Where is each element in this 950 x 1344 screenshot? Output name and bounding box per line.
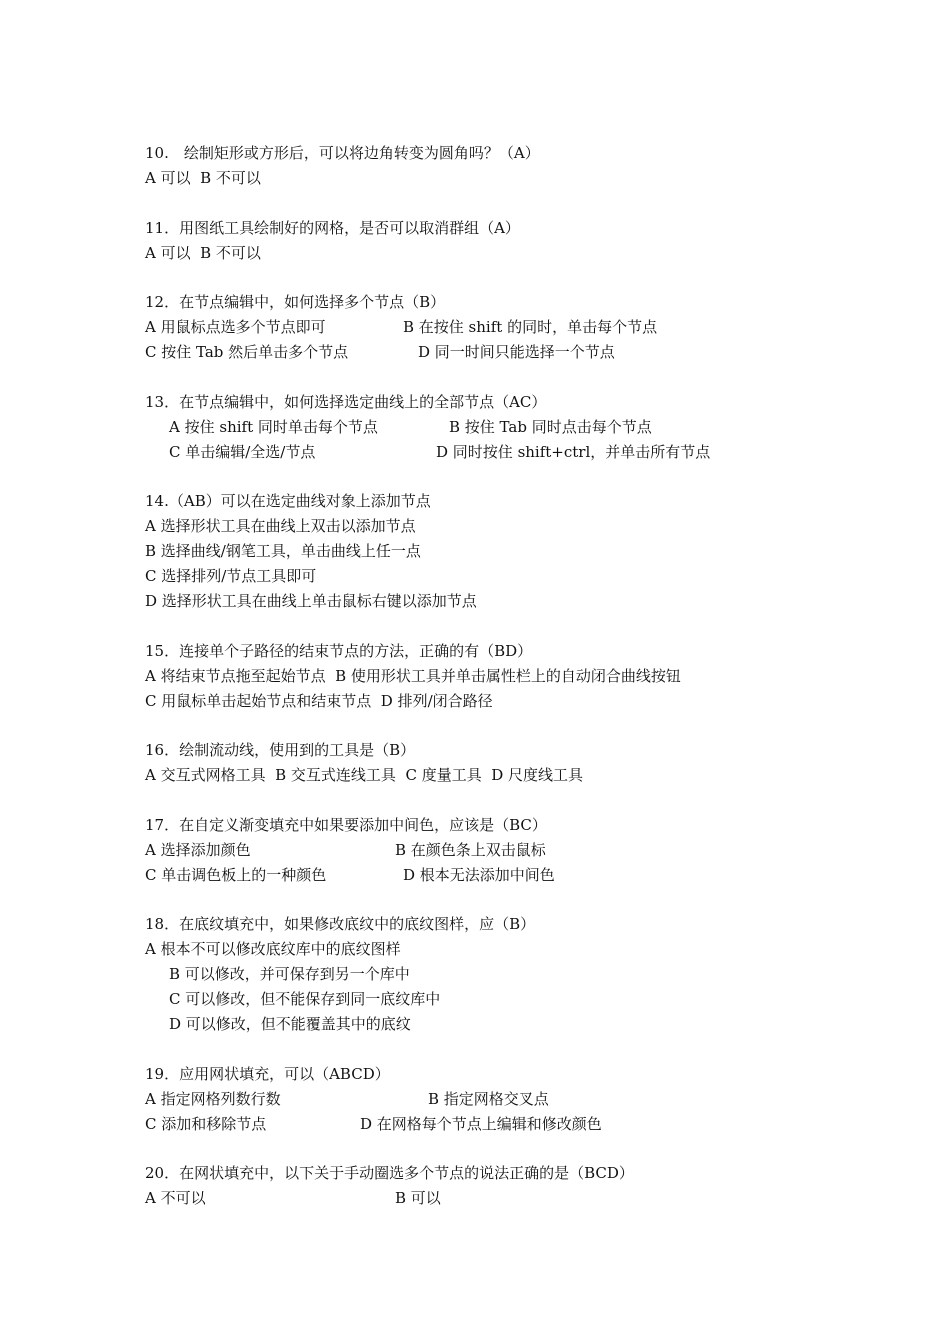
question-17-option-a: A 选择添加颜色 — [145, 841, 251, 859]
question-13-title: 13．在节点编辑中，如何选择选定曲线上的全部节点（AC） — [145, 393, 547, 411]
question-18-option-c: C 可以修改，但不能保存到同一底纹库中 — [169, 990, 441, 1008]
question-12-option-a: A 用鼠标点选多个节点即可 — [145, 318, 326, 336]
question-19-option-d: D 在网格每个节点上编辑和修改颜色 — [360, 1115, 602, 1133]
question-12-option-c: C 按住 Tab 然后单击多个节点 — [145, 343, 349, 361]
question-17-title: 17．在自定义渐变填充中如果要添加中间色，应该是（BC） — [145, 816, 547, 834]
question-12-title: 12．在节点编辑中，如何选择多个节点（B） — [145, 293, 446, 311]
question-19-option-a: A 指定网格列数行数 — [145, 1090, 281, 1108]
question-14-option-c: C 选择排列/节点工具即可 — [145, 567, 317, 585]
question-20-title: 20．在网状填充中，以下关于手动圈选多个节点的说法正确的是（BCD） — [145, 1164, 634, 1182]
question-13-option-d: D 同时按住 shift+ctrl，并单击所有节点 — [436, 443, 711, 461]
question-19-option-c: C 添加和移除节点 — [145, 1115, 267, 1133]
question-19-title: 19．应用网状填充，可以（ABCD） — [145, 1065, 390, 1083]
question-12-option-d: D 同一时间只能选择一个节点 — [418, 343, 615, 361]
question-14-option-a: A 选择形状工具在曲线上双击以添加节点 — [145, 517, 416, 535]
question-14-title: 14.（AB）可以在选定曲线对象上添加节点 — [145, 492, 431, 510]
question-17-option-c: C 单击调色板上的一种颜色 — [145, 866, 327, 884]
question-17-option-b: B 在颜色条上双击鼠标 — [395, 841, 546, 859]
question-15-options-cd: C 用鼠标单击起始节点和结束节点 D 排列/闭合路径 — [145, 692, 493, 710]
question-13-option-c: C 单击编辑/全选/节点 — [169, 443, 316, 461]
question-11-title: 11．用图纸工具绘制好的网格，是否可以取消群组（A） — [145, 219, 520, 237]
question-18-option-b: B 可以修改，并可保存到另一个库中 — [169, 965, 410, 983]
question-18-option-a: A 根本不可以修改底纹库中的底纹图样 — [145, 940, 401, 958]
question-13-option-a: A 按住 shift 同时单击每个节点 — [169, 418, 378, 436]
question-11-options: A 可以 B 不可以 — [145, 244, 261, 262]
question-15-title: 15．连接单个子路径的结束节点的方法，正确的有（BD） — [145, 642, 533, 660]
question-14-option-d: D 选择形状工具在曲线上单击鼠标右键以添加节点 — [145, 592, 477, 610]
question-15-options-ab: A 将结束节点拖至起始节点 B 使用形状工具并单击属性栏上的自动闭合曲线按钮 — [145, 667, 681, 685]
question-18-option-d: D 可以修改，但不能覆盖其中的底纹 — [169, 1015, 411, 1033]
question-19-option-b: B 指定网格交叉点 — [428, 1090, 549, 1108]
question-16-options: A 交互式网格工具 B 交互式连线工具 C 度量工具 D 尺度线工具 — [145, 766, 584, 784]
question-20-option-a: A 不可以 — [145, 1189, 206, 1207]
question-12-option-b: B 在按住 shift 的同时，单击每个节点 — [403, 318, 658, 336]
question-17-option-d: D 根本无法添加中间色 — [403, 866, 555, 884]
question-13-option-b: B 按住 Tab 同时点击每个节点 — [449, 418, 652, 436]
question-20-option-b: B 可以 — [395, 1189, 441, 1207]
question-10-options: A 可以 B 不可以 — [145, 169, 261, 187]
question-16-title: 16．绘制流动线，使用到的工具是（B） — [145, 741, 416, 759]
question-14-option-b: B 选择曲线/钢笔工具，单击曲线上任一点 — [145, 542, 421, 560]
question-18-title: 18．在底纹填充中，如果修改底纹中的底纹图样，应（B） — [145, 915, 536, 933]
question-10-title: 10. 绘制矩形或方形后，可以将边角转变为圆角吗？（A） — [145, 144, 540, 162]
